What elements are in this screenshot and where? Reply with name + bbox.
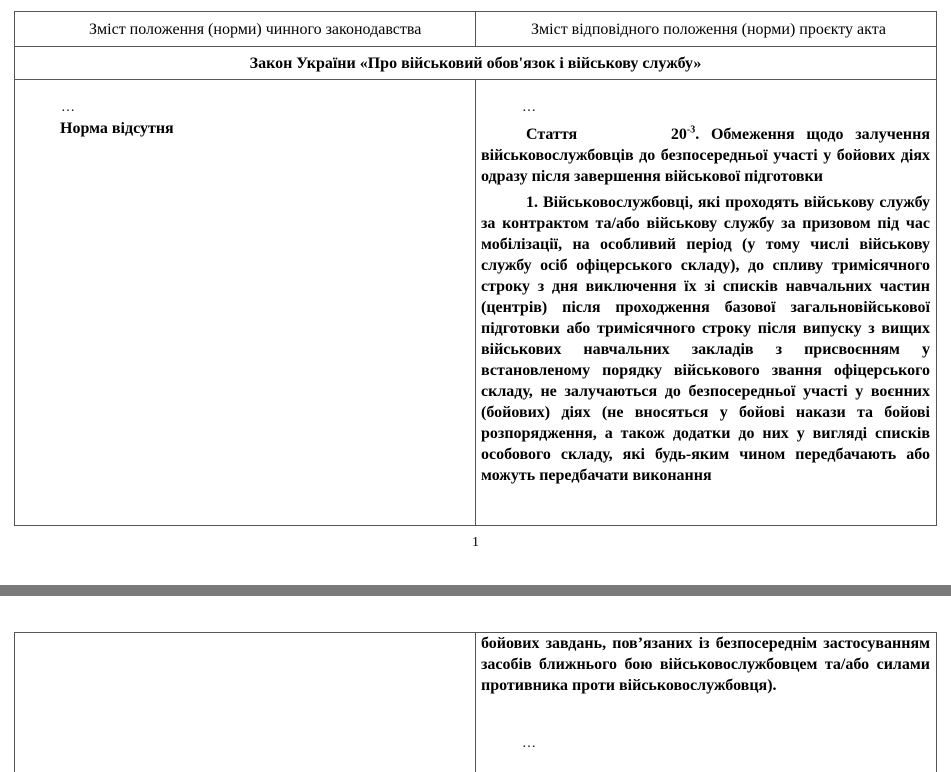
- law-title: Закон України «Про військовий обов'язок і військову службу»: [249, 55, 702, 72]
- header-current-law: Зміст положення (норми) чинного законодавства: [89, 21, 422, 38]
- ellipsis: …: [522, 736, 537, 751]
- current-law-cell: [15, 633, 476, 772]
- table-header-row: [15, 12, 936, 47]
- law-title-row: [15, 47, 936, 80]
- norm-absent-text: Норма відсутня: [60, 120, 174, 137]
- paragraph-1-text: 1. Військовослужбовці, які проходять військову службу за контрактом та/або військову службу за призовом під час мобілізації, на особливий період (у тому числі військову службу осіб офіцерського складу), до спливу тримісячного строку з дня виключення їх зі списків навчальних частин (центрів) після проходження базової загальновійськової підготовки або тримісячного строку після випуску з вищих військових навчальних закладів з присвоєнням у встановленому порядку військового звання офіцерського складу, не залучаються до безпосередньої участі у воєнних (бойових) діях (не вносяться у бойові накази та бойові розпорядження, а також додатки до них у вигляді списків особового складу, які будь-яким чином передбачають або можуть передбачати виконання: [481, 194, 930, 484]
- document-page-2: [0, 596, 951, 753]
- continuation-text: бойових завдань, пов’язаних із безпосереднім застосуванням засобів ближнього бою військовослужбовцем та/або силами противника проти військовослужбовця).: [481, 635, 930, 694]
- article-label: Стаття: [526, 126, 578, 143]
- header-cell-draft-act: [476, 12, 936, 46]
- draft-act-cell: [476, 80, 936, 525]
- page-separator: [0, 585, 951, 596]
- article-superscript: -3: [686, 124, 696, 136]
- current-law-cell: [15, 80, 476, 525]
- article-title: . Обмеження щодо залучення військовослужбовців до безпосередньої участі у бойових діях одразу після завершення військової підготовки: [481, 126, 930, 185]
- header-draft-act: Зміст відповідного положення (норми) проєкту акта: [531, 21, 887, 38]
- ellipsis: …: [61, 100, 76, 115]
- page-number: 1: [472, 535, 479, 550]
- comparison-table: [14, 11, 937, 526]
- article-heading: [481, 124, 930, 187]
- ellipsis: …: [522, 100, 537, 115]
- comparison-table-continued: [14, 632, 937, 772]
- table-body-row: [15, 633, 936, 772]
- table-body-row: [15, 80, 936, 525]
- paragraph-1: [481, 192, 930, 486]
- header-cell-current-law: [15, 12, 476, 46]
- draft-act-cell: [476, 633, 936, 772]
- paragraph-1-continuation: [481, 633, 930, 696]
- article-number: 20: [670, 126, 687, 143]
